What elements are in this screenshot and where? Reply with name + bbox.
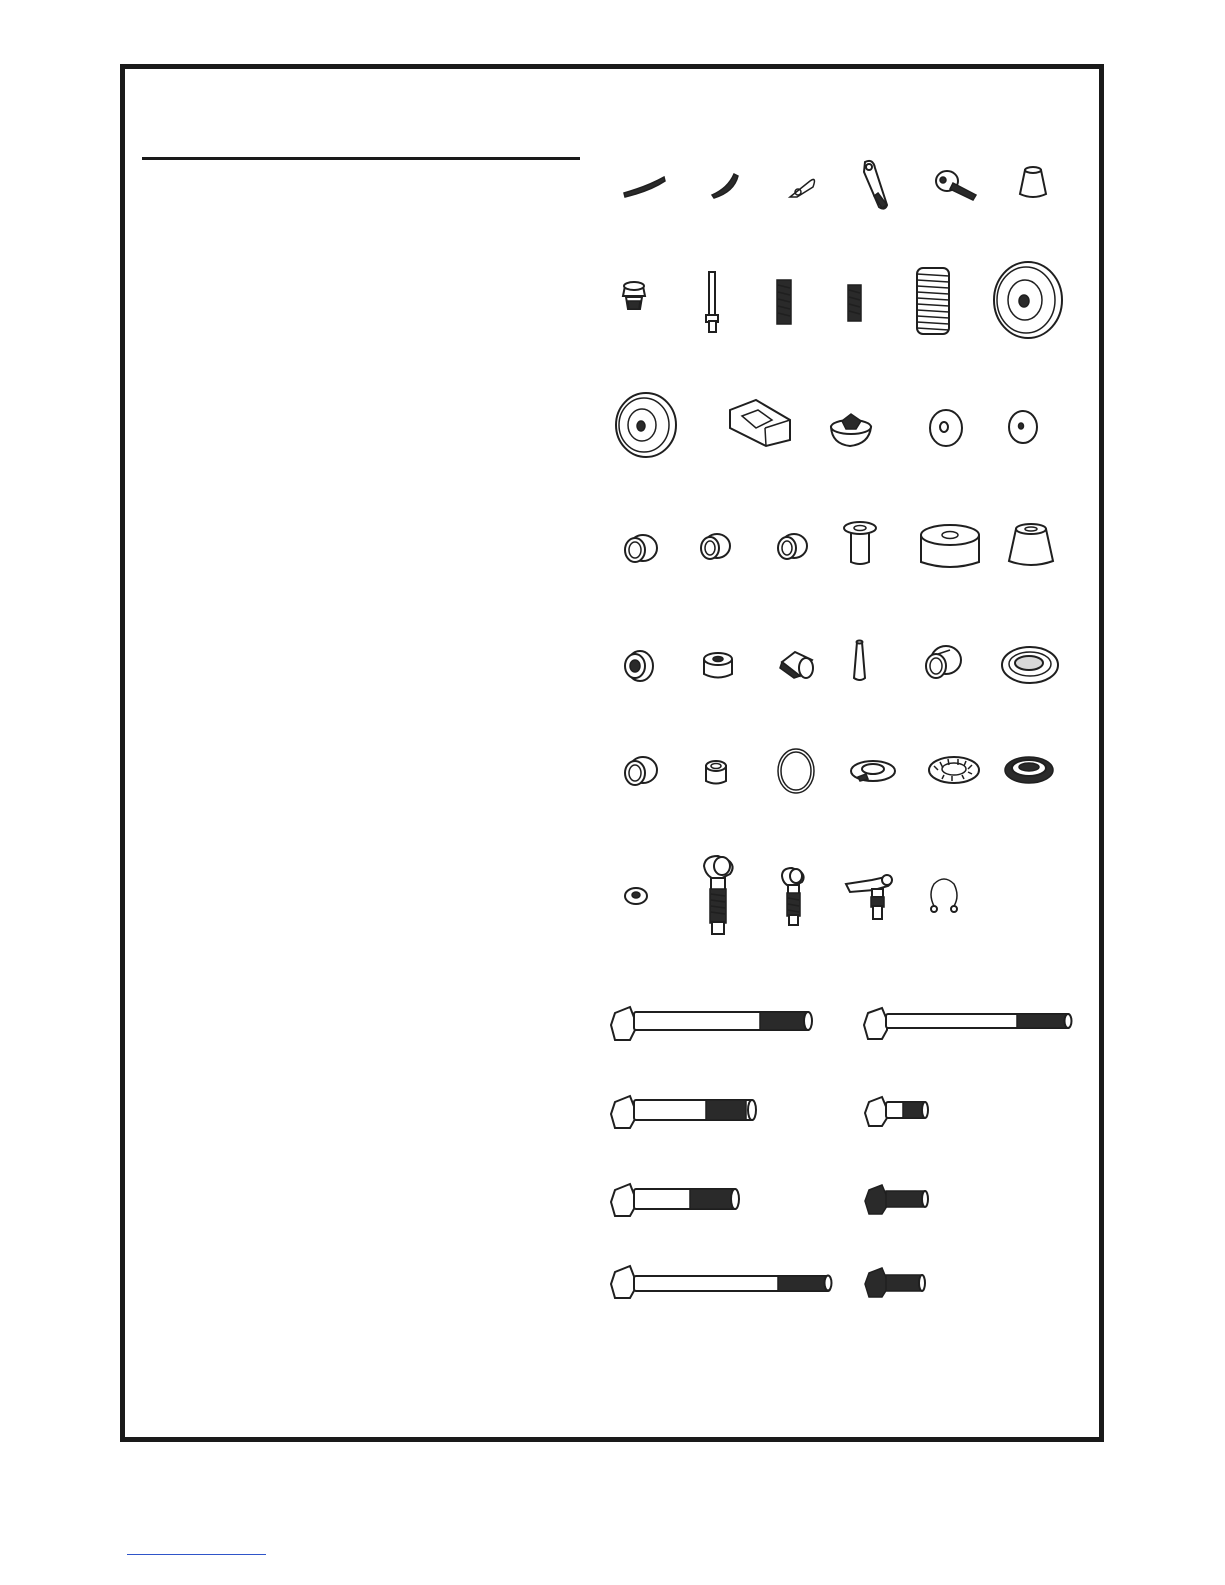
small-washer-icon [1009, 411, 1037, 443]
spring-clip-icon [624, 177, 665, 197]
tapered-pin-icon [854, 641, 865, 681]
fully-threaded-bolt-icon [865, 1268, 925, 1297]
lock-washer-icon [851, 761, 895, 781]
top-hat-bushing-icon [844, 522, 876, 564]
split-bushing-icon [926, 646, 961, 678]
lever-cam-icon [864, 161, 887, 209]
spacer-icon [921, 525, 979, 567]
long-pin-icon [706, 272, 718, 332]
large-spring-icon [917, 268, 949, 334]
rubber-foot-icon [1009, 524, 1053, 565]
footer-link-underline[interactable] [127, 1554, 266, 1555]
small-clip-icon [712, 174, 738, 198]
bearing-icon [625, 651, 653, 681]
small-washer-icon [625, 888, 647, 904]
sleeve-icon [706, 761, 726, 784]
coil-spring-icon [777, 280, 791, 324]
thrust-bearing-icon [929, 757, 979, 783]
rubber-foot-icon [1020, 167, 1046, 197]
medium-bolt-icon [611, 1096, 756, 1128]
spacer-ring-icon [704, 653, 732, 678]
longest-bolt-icon [611, 1266, 832, 1298]
cam-lever-icon [846, 875, 892, 919]
bushing-icon [701, 534, 730, 559]
short-spring-icon [848, 285, 861, 321]
medium-pulley-icon [616, 393, 676, 457]
long-bolt-icon [611, 1007, 812, 1040]
knob-screw-icon [936, 171, 976, 200]
ball-bearing-icon [1002, 647, 1058, 683]
coarse-bolt-icon [611, 1184, 739, 1216]
end-cap-icon [730, 400, 790, 446]
roller-icon [780, 652, 813, 678]
cotter-pin-icon [790, 179, 814, 197]
large-pulley-icon [994, 262, 1062, 338]
o-ring-icon [778, 749, 814, 793]
bushing-icon [778, 534, 807, 559]
small-pop-pin-icon [782, 868, 804, 925]
flange-bushing-icon [625, 757, 657, 785]
extra-long-bolt-icon [864, 1008, 1072, 1039]
snap-ring-icon [931, 879, 957, 912]
thrust-washer-icon [1005, 757, 1053, 783]
flange-bushing-icon [625, 535, 657, 562]
round-cap-icon [831, 414, 871, 446]
knurled-knob-icon [623, 282, 645, 309]
fully-threaded-bolt-icon [865, 1185, 928, 1214]
pop-pin-icon [704, 856, 733, 934]
washer-icon [930, 410, 962, 446]
short-bolt-icon [865, 1097, 928, 1126]
